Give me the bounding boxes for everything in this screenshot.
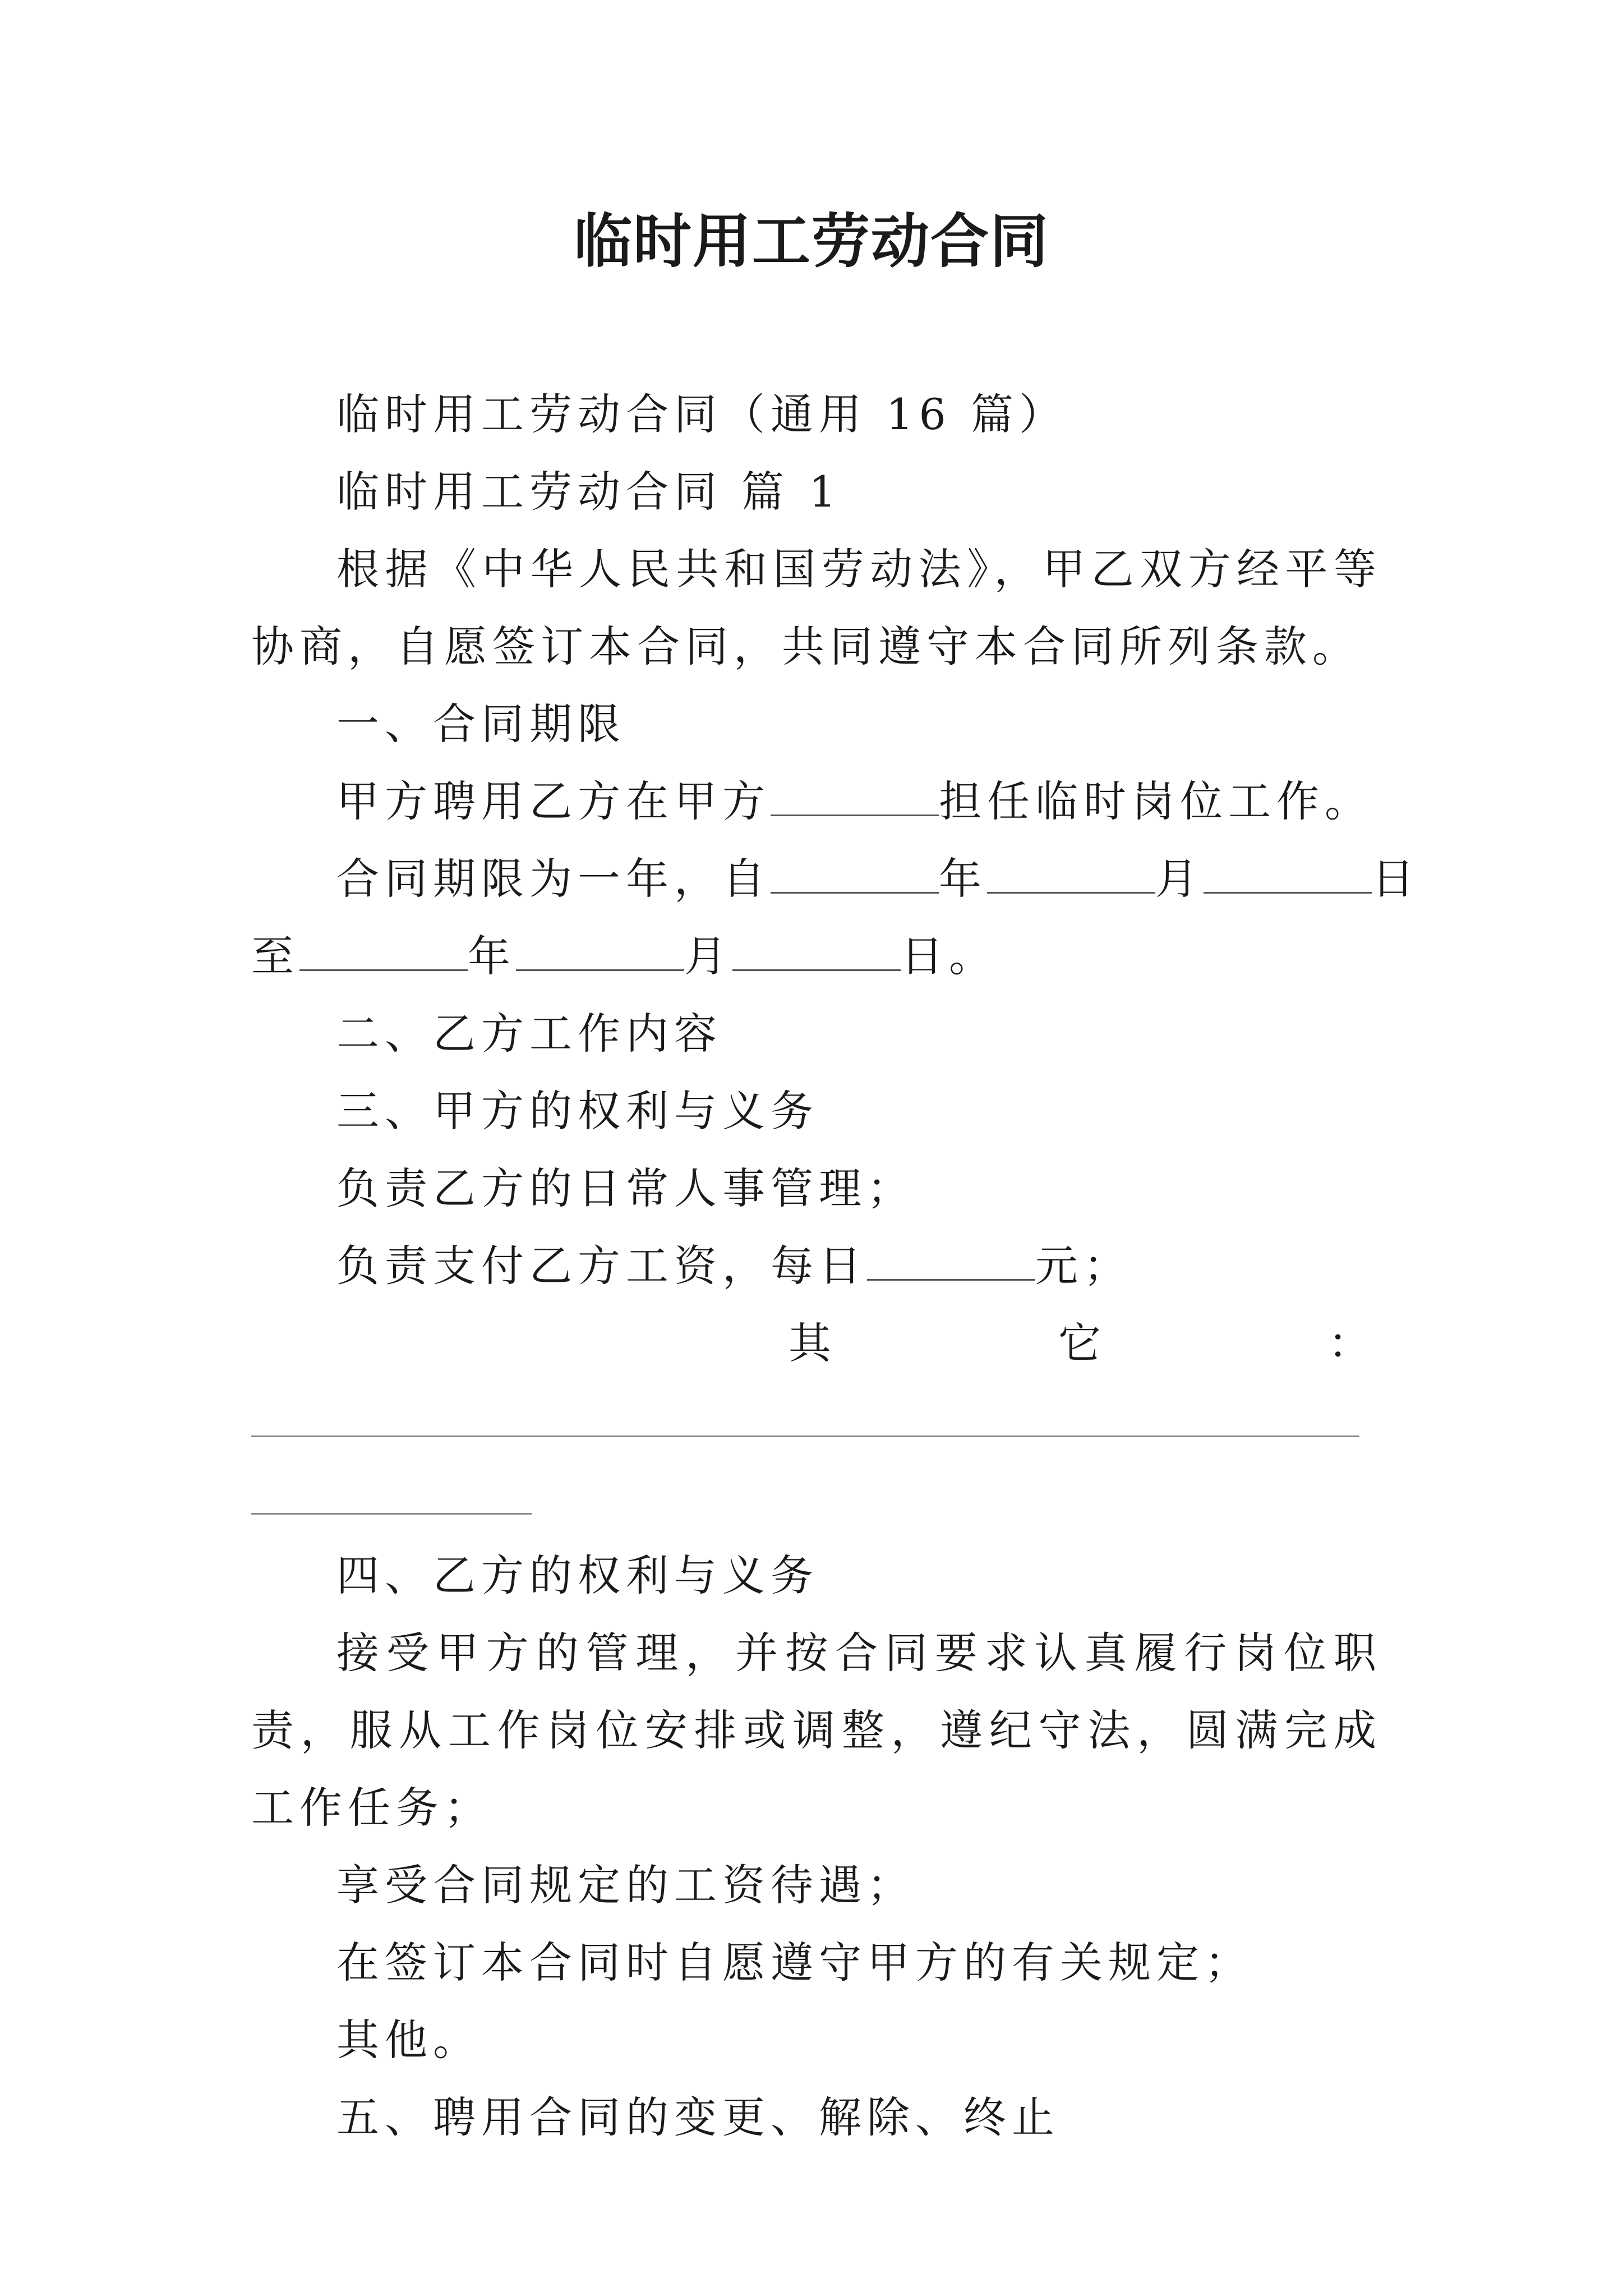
intro-paragraph: 根据《中华人民共和国劳动法》，甲乙双方经平等协商，自愿签订本合同，共同遵守本合同所列条款。 <box>251 544 1382 671</box>
section-4-heading: 四、乙方的权利与义务 <box>336 1550 819 1600</box>
daily-wage-blank[interactable] <box>867 1245 1035 1281</box>
start-day-blank[interactable] <box>1204 858 1372 894</box>
section-4-item-4: 其他。 <box>336 2015 481 2065</box>
department-blank[interactable] <box>771 781 939 816</box>
section-5-heading: 五、聘用合同的变更、解除、终止 <box>336 2092 1060 2142</box>
section-1-heading: 一、合同期限 <box>336 699 626 749</box>
end-day-label: 日。 <box>901 931 997 981</box>
position-clause-lead: 甲方聘用乙方在甲方 <box>336 776 771 826</box>
other-fill-line-1[interactable] <box>251 1382 1382 1460</box>
section-3-heading: 三、甲方的权利与义务 <box>336 1086 819 1136</box>
other-char-2: 它 <box>1058 1318 1106 1368</box>
other-char-1: 其 <box>789 1318 837 1368</box>
end-month-label: 月 <box>684 931 732 981</box>
article-heading: 临时用工劳动合同 篇 1 <box>336 467 842 517</box>
other-colon: ： <box>1328 1318 1376 1368</box>
section-3-item-2 <box>251 1227 1382 1305</box>
section-3-item-1: 负责乙方的日常人事管理； <box>336 1163 915 1213</box>
start-year-blank[interactable] <box>771 858 939 894</box>
section-4-item-2: 享受合同规定的工资待遇； <box>336 1860 915 1910</box>
section-1-term-clause <box>251 840 1420 918</box>
start-month-blank[interactable] <box>987 858 1155 894</box>
day-label: 日 <box>1372 854 1420 904</box>
month-label: 月 <box>1155 854 1204 904</box>
document-body <box>251 376 1420 2156</box>
to-label: 至 <box>251 931 299 981</box>
section-3-other-line <box>251 1305 1382 1382</box>
other-fill-line-2[interactable] <box>251 1460 1382 1537</box>
section-1-position-clause <box>251 763 1382 840</box>
wage-clause-tail: 元； <box>1035 1241 1132 1291</box>
section-4-item-1: 接受甲方的管理，并按合同要求认真履行岗位职责，服从工作岗位安排或调整，遵纪守法，圆满完成工作任务； <box>251 1628 1382 1833</box>
position-clause-tail: 担任临时岗位工作。 <box>939 776 1373 826</box>
end-year-blank[interactable] <box>299 936 468 971</box>
section-4-item-3: 在签订本合同时自愿遵守甲方的有关规定； <box>336 1938 1253 1987</box>
year-label: 年 <box>939 854 987 904</box>
wage-clause-lead: 负责支付乙方工资，每日 <box>336 1241 867 1291</box>
section-2-heading: 二、乙方工作内容 <box>336 1009 722 1059</box>
section-1-term-clause-end <box>251 918 1382 995</box>
end-year-label: 年 <box>468 931 516 981</box>
term-clause-lead: 合同期限为一年，自 <box>336 854 771 904</box>
end-month-blank[interactable] <box>516 936 684 971</box>
end-day-blank[interactable] <box>732 936 901 971</box>
subtitle: 临时用工劳动合同（通用 16 篇） <box>336 389 1068 439</box>
document-title: 临时用工劳动合同 <box>573 207 1049 275</box>
